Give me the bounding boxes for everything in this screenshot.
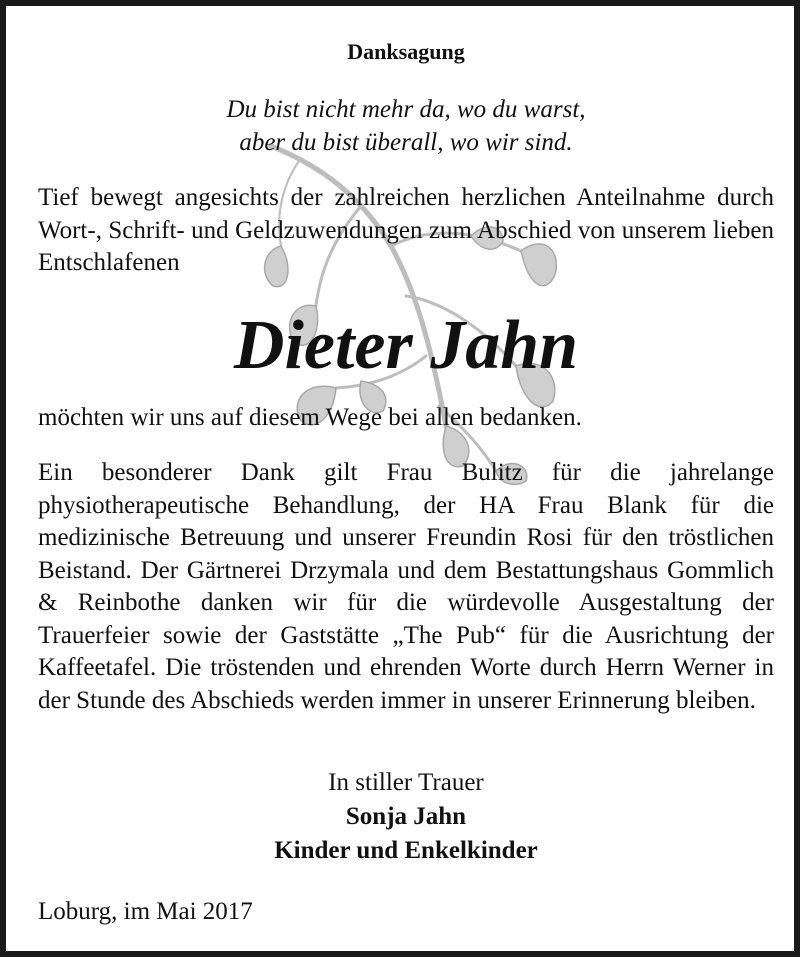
intro-paragraph: Tief bewegt angesichts der zahlreichen herzlichen Anteilnahme durch Wort-, Schrift- und Geldzuwendungen zum Abschied von unserem lieben Entschlafenen: [38, 184, 774, 276]
signer-primary: Sonja Jahn: [345, 803, 467, 830]
signature-block: [38, 766, 774, 868]
memorial-quote: [38, 93, 774, 159]
signer-family: Kinder und Enkelkinder: [274, 837, 538, 864]
mourning-line: In stiller Trauer: [328, 769, 484, 796]
notice-heading: Danksagung: [347, 39, 465, 64]
quote-line-2: aber du bist überall, wo wir sind.: [239, 129, 573, 156]
quote-line-1: Du bist nicht mehr da, wo du warst,: [226, 96, 586, 123]
thanks-paragraph: möchten wir uns auf diesem Wege bei allen bedanken.: [38, 404, 582, 431]
special-thanks-paragraph: Ein besonderer Dank gilt Frau Bulitz für die jahrelange physiotherapeutische Behandlung, der HA Frau Blank für die medizinische Betreuung und unserer Freundin Rosi für den tröstlichen Beistand. Der Gärtnerei Drzymala und dem Bestattungshaus Gommlich & Reinbothe danken wir für die würdevolle Ausgestaltung der Trauerfeier sowie der Gaststätte „The Pub“ für die Ausrichtung der Kaffeetafel. Die tröstenden und ehrenden Worte durch Herrn Werner in der Stunde des Abschieds werden immer in unserer Erinnerung bleiben.: [38, 459, 774, 714]
place-date: Loburg, im Mai 2017: [38, 898, 253, 925]
deceased-name: Dieter Jahn: [233, 307, 579, 384]
